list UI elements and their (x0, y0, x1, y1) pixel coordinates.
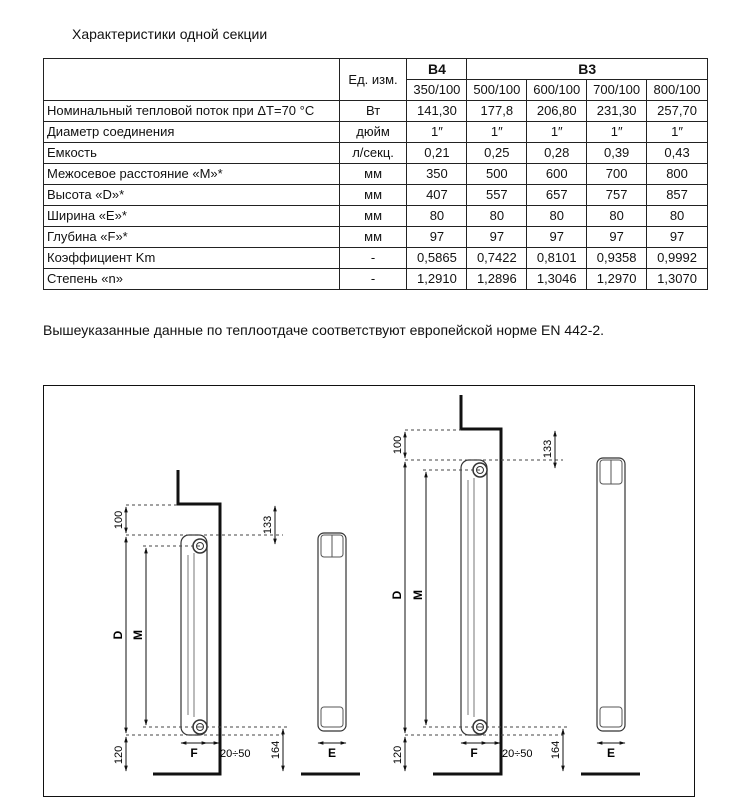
row-value: 0,43 (647, 143, 708, 164)
large-radiator-group (390, 395, 640, 774)
table-row (44, 101, 708, 122)
row-value: 1,2970 (587, 269, 647, 290)
row-label: Межосевое расстояние «M»* (44, 164, 340, 185)
dim-width-label: E (327, 746, 337, 760)
radiator-front-body (597, 458, 625, 731)
row-value: 97 (587, 227, 647, 248)
row-value: 1″ (647, 122, 708, 143)
dim-depth-label: F (470, 746, 478, 760)
row-value: 1,3070 (647, 269, 708, 290)
row-unit: л/секц. (339, 143, 407, 164)
row-unit: Вт (339, 101, 407, 122)
row-value: 97 (407, 227, 467, 248)
dim-width-label: E (606, 746, 616, 760)
row-label: Емкость (44, 143, 340, 164)
norm-note: Вышеуказанные данные по теплоотдаче соответствуют европейской норме EN 442-2. (43, 322, 605, 338)
row-value: 700 (587, 164, 647, 185)
table-row (44, 206, 708, 227)
dim-height-label: D (390, 590, 404, 600)
row-label: Номинальный тепловой поток при ΔT=70 °C (44, 101, 340, 122)
row-value: 407 (407, 185, 467, 206)
row-value: 80 (407, 206, 467, 227)
dim-axis-label: M (131, 630, 145, 640)
row-value: 206,80 (527, 101, 587, 122)
row-unit: мм (339, 185, 407, 206)
table-row (44, 143, 708, 164)
row-value: 1″ (587, 122, 647, 143)
model-header: 600/100 (527, 80, 587, 101)
group-b4: B4 (407, 59, 467, 80)
row-value: 557 (467, 185, 527, 206)
model-header: 700/100 (587, 80, 647, 101)
row-label: Коэффициент Km (44, 248, 340, 269)
row-label: Степень «n» (44, 269, 340, 290)
row-unit: дюйм (339, 122, 407, 143)
unit-header: Ед. изм. (339, 59, 407, 101)
row-value: 0,21 (407, 143, 467, 164)
row-value: 80 (647, 206, 708, 227)
row-value: 0,28 (527, 143, 587, 164)
radiator-dimension-drawing (43, 385, 695, 797)
row-value: 500 (467, 164, 527, 185)
dim-wall-gap-label: 20÷50 (502, 748, 533, 760)
dim-conn-offset-label: 133 (262, 515, 274, 535)
row-value: 80 (467, 206, 527, 227)
dim-axis-label: M (411, 590, 425, 600)
row-value: 0,8101 (527, 248, 587, 269)
row-value: 1″ (467, 122, 527, 143)
front-header-bottom (600, 707, 622, 727)
table-row (44, 122, 708, 143)
dim-height-label: D (111, 630, 125, 640)
dim-bottom-gap-label: 120 (392, 745, 404, 765)
header-empty (44, 59, 340, 101)
row-value: 0,25 (467, 143, 527, 164)
row-unit: - (339, 269, 407, 290)
dim-top-gap-label: 100 (392, 435, 404, 455)
row-value: 257,70 (647, 101, 708, 122)
spec-table (43, 58, 708, 290)
row-value: 97 (647, 227, 708, 248)
row-label: Глубина «F»* (44, 227, 340, 248)
row-value: 600 (527, 164, 587, 185)
front-header-bottom (321, 707, 343, 727)
table-header-row (44, 59, 708, 80)
dim-top-gap-label: 100 (113, 510, 125, 530)
row-value: 97 (527, 227, 587, 248)
model-header: 500/100 (467, 80, 527, 101)
row-value: 757 (587, 185, 647, 206)
row-value: 0,39 (587, 143, 647, 164)
row-value: 0,7422 (467, 248, 527, 269)
model-header: 800/100 (647, 80, 708, 101)
dim-conn-offset-label: 133 (542, 439, 554, 459)
row-unit: мм (339, 227, 407, 248)
dim-bottom-conn-label: 164 (270, 740, 282, 760)
table-row (44, 227, 708, 248)
model-header: 350/100 (407, 80, 467, 101)
row-label: Диаметр соединения (44, 122, 340, 143)
row-value: 0,9992 (647, 248, 708, 269)
row-value: 80 (527, 206, 587, 227)
row-value: 857 (647, 185, 708, 206)
row-label: Ширина «E»* (44, 206, 340, 227)
table-row (44, 248, 708, 269)
dim-bottom-conn-label: 164 (550, 740, 562, 760)
radiator-front-body (318, 533, 346, 731)
row-value: 80 (587, 206, 647, 227)
row-value: 800 (647, 164, 708, 185)
row-value: 141,30 (407, 101, 467, 122)
dim-bottom-gap-label: 120 (113, 745, 125, 765)
table-row (44, 185, 708, 206)
row-value: 0,5865 (407, 248, 467, 269)
table-row (44, 269, 708, 290)
row-value: 1″ (527, 122, 587, 143)
row-value: 231,30 (587, 101, 647, 122)
row-value: 1,2910 (407, 269, 467, 290)
row-value: 177,8 (467, 101, 527, 122)
row-unit: мм (339, 164, 407, 185)
group-b3: B3 (467, 59, 708, 80)
small-radiator-group (111, 470, 360, 774)
row-value: 97 (467, 227, 527, 248)
row-label: Высота «D»* (44, 185, 340, 206)
row-value: 0,9358 (587, 248, 647, 269)
row-value: 1″ (407, 122, 467, 143)
row-value: 350 (407, 164, 467, 185)
dim-wall-gap-label: 20÷50 (220, 748, 251, 760)
row-unit: мм (339, 206, 407, 227)
row-unit: - (339, 248, 407, 269)
row-value: 1,3046 (527, 269, 587, 290)
row-value: 657 (527, 185, 587, 206)
row-value: 1,2896 (467, 269, 527, 290)
page-title: Характеристики одной секции (72, 26, 268, 42)
table-row (44, 164, 708, 185)
dim-depth-label: F (190, 746, 198, 760)
